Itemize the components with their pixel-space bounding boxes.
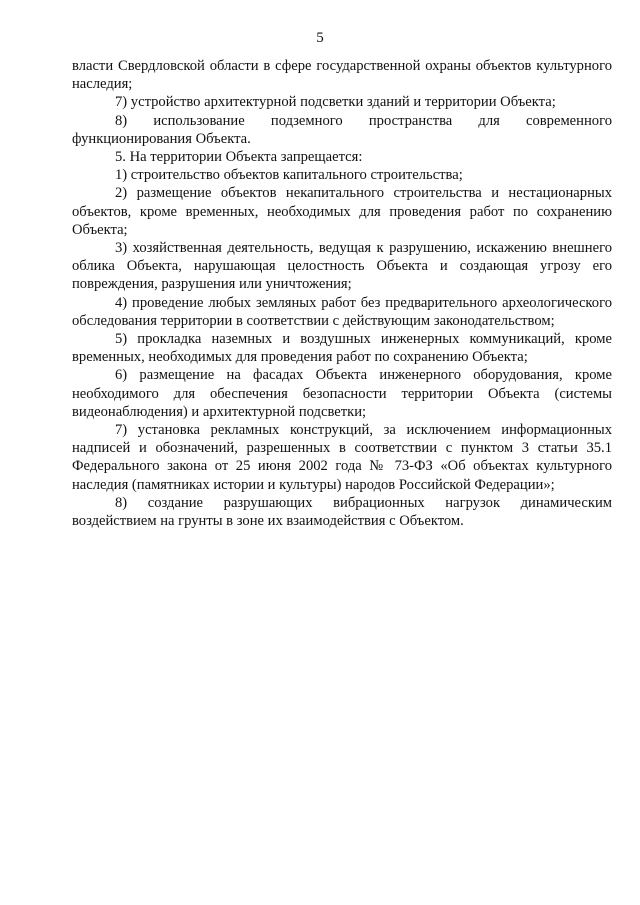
prohibition-item-8: 8) создание разрушающих вибрационных нагрузок динамическим воздействием на грунты в зоне их взаимодействия с Объектом. [72,494,612,530]
prohibition-item-6: 6) размещение на фасадах Объекта инженерного оборудования, кроме необходимого для обеспечения безопасности территории Объекта (системы видеонаблюдения) и архитектурной подсветки; [72,367,612,420]
document-body [72,57,612,530]
paragraph-continuation: власти Свердловской области в сфере государственной охраны объектов культурного наследия; [72,58,612,93]
list-item-7-lighting: 7) устройство архитектурной подсветки зданий и территории Объекта; [115,94,556,111]
prohibition-item-1: 1) строительство объектов капитального строительства; [115,167,463,184]
prohibition-item-3: 3) хозяйственная деятельность, ведущая к разрушению, искажению внешнего облика Объекта, нарушающая целостность Объекта и создающая угрозу его повреждения, разрушения или уничтожения; [72,240,612,293]
page-number: 5 [316,30,324,46]
prohibition-item-2: 2) размещение объектов некапитального строительства и нестационарных объектов, кроме временных, необходимых для проведения работ по сохранению Объекта; [72,185,612,238]
section-5-heading: 5. На территории Объекта запрещается: [115,149,363,166]
prohibition-item-7: 7) установка рекламных конструкций, за исключением информационных надписей и обозначений, разрешенных в соответствии с пунктом 3 статьи 35.1 Федерального закона от 25 июня 2002 года № 73-ФЗ «Об объектах культурного наследия (памятниках истории и культуры) народов Российской Федерации»; [72,422,612,493]
prohibition-item-4: 4) проведение любых земляных работ без предварительного археологического обследования территории в соответствии с действующим законодательством; [72,294,612,329]
list-item-8-underground: 8) использование подземного пространства для современного функционирования Объекта. [72,112,612,147]
prohibition-item-5: 5) прокладка наземных и воздушных инженерных коммуникаций, кроме временных, необходимых для проведения работ по сохранению Объекта; [72,331,612,366]
